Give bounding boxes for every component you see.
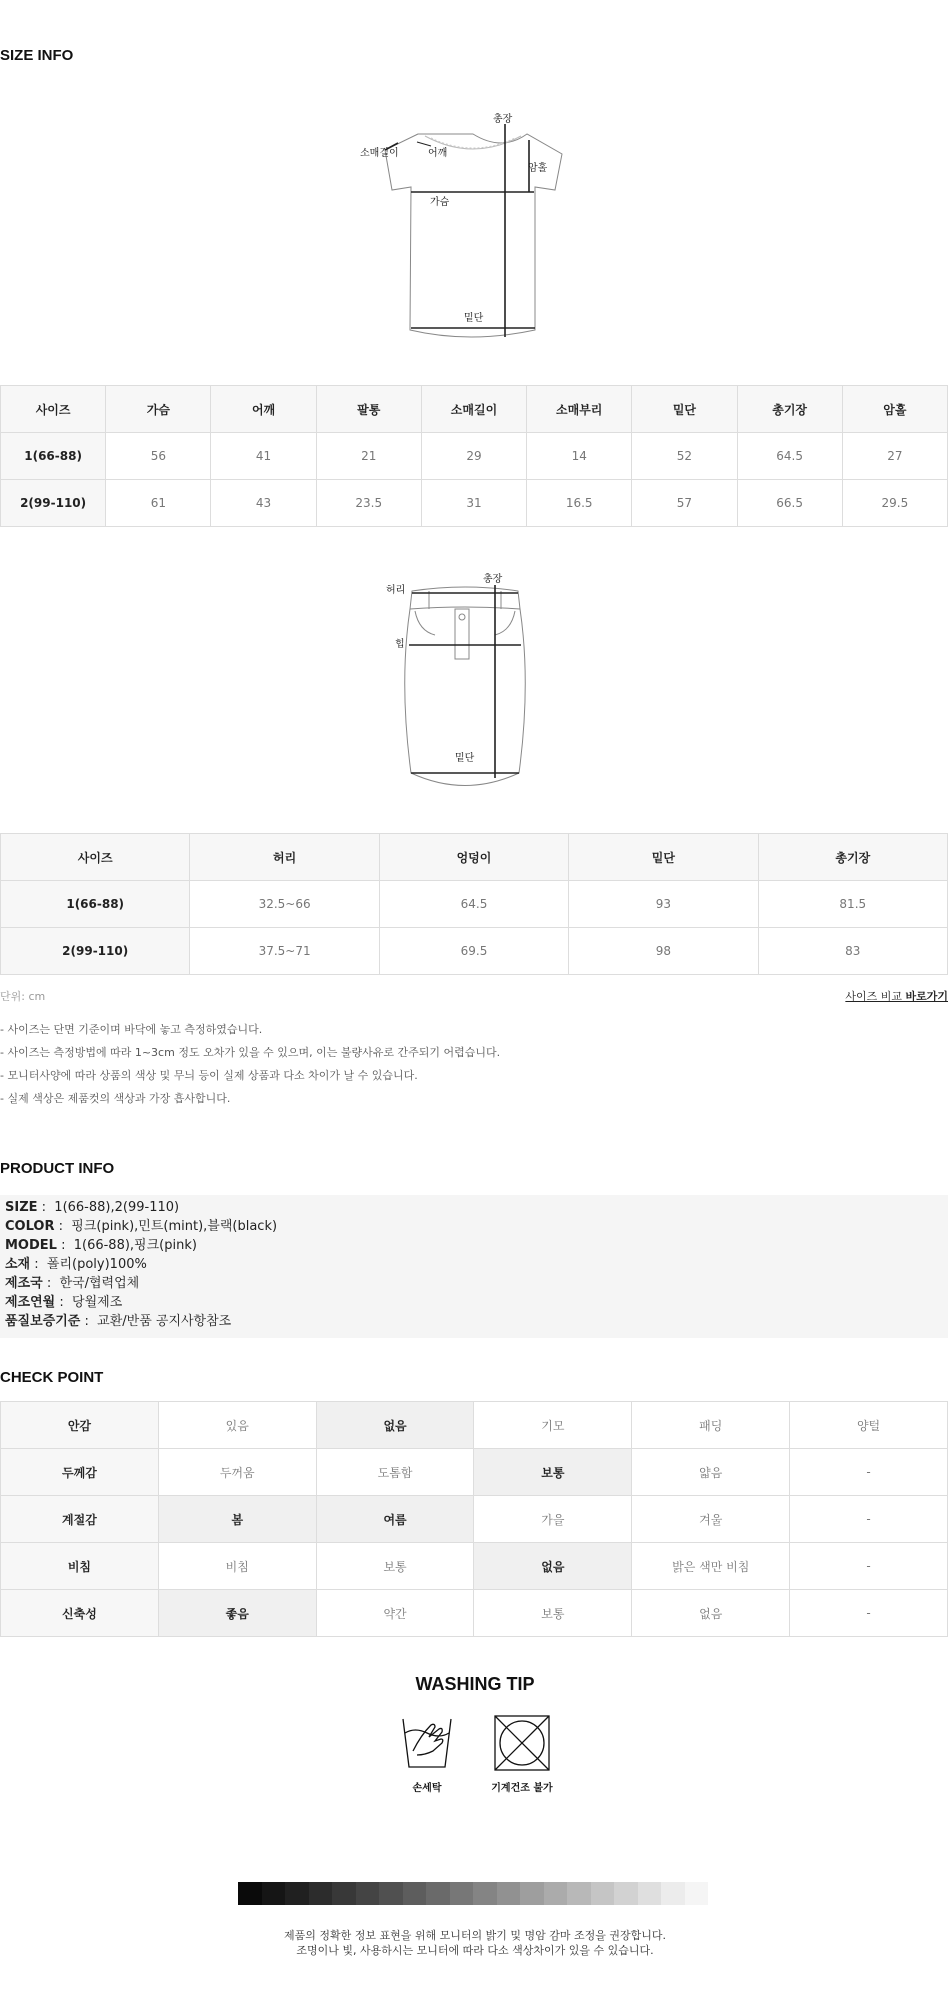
table-cell: 93 [569, 881, 758, 928]
table-row [1, 1543, 948, 1590]
table-cell: 69.5 [379, 928, 568, 975]
table-row [1, 1590, 948, 1637]
product-info-row: 제조연월 : 당월제조 [5, 1295, 123, 1310]
product-info-value: 교환/반품 공지사항참조 [97, 1314, 232, 1329]
size-label-cell: 1(66-88) [1, 433, 106, 480]
product-info-value: 폴리(poly)100% [46, 1257, 147, 1272]
label-shoulder: 어깨 [428, 148, 448, 159]
check-label-cell: 안감 [1, 1402, 159, 1449]
check-option-cell: 밝은 색만 비침 [632, 1543, 790, 1590]
gradient-swatch [356, 1882, 380, 1905]
wash-item-hand-wash [392, 1713, 462, 1794]
check-option-cell: 보통 [474, 1590, 632, 1637]
product-info-row: MODEL : 1(66-88),핑크(pink) [5, 1238, 197, 1253]
check-option-cell: 있음 [158, 1402, 316, 1449]
table-header-cell: 엉덩이 [379, 834, 568, 881]
check-point-title: CHECK POINT [0, 1369, 104, 1386]
product-info-value: 1(66-88),2(99-110) [54, 1200, 180, 1215]
table-header-cell: 사이즈 [1, 834, 190, 881]
table-cell: 83 [758, 928, 947, 975]
table-cell: 57 [632, 480, 737, 527]
check-option-cell: 도톰함 [316, 1449, 474, 1496]
gradient-swatch [614, 1882, 638, 1905]
table-cell: 14 [527, 433, 632, 480]
check-option-cell: 패딩 [632, 1402, 790, 1449]
product-info-row: 소재 : 폴리(poly)100% [5, 1257, 147, 1272]
table-cell: 37.5~71 [190, 928, 379, 975]
product-info-value: 한국/협력업체 [59, 1276, 140, 1291]
size-label-cell: 2(99-110) [1, 480, 106, 527]
check-option-cell: 좋음 [158, 1590, 316, 1637]
check-option-cell: 보통 [474, 1449, 632, 1496]
label-chest: 가슴 [430, 197, 450, 208]
check-option-cell: 여름 [316, 1496, 474, 1543]
table-cell: 31 [421, 480, 526, 527]
check-option-cell: 없음 [316, 1402, 474, 1449]
wash-item-no-tumble-dry [480, 1713, 564, 1794]
label-sleeve-length: 소매길이 [360, 148, 399, 159]
table-cell: 64.5 [737, 433, 842, 480]
gradient-swatch [544, 1882, 568, 1905]
gradient-swatch [567, 1882, 591, 1905]
size-compare-link[interactable] [845, 988, 948, 1004]
skirt-size-table [0, 833, 948, 975]
label-hip: 힙 [395, 639, 405, 650]
table-header-row [1, 834, 948, 881]
check-option-cell: 양털 [790, 1402, 948, 1449]
table-row [1, 881, 948, 928]
table-header-cell: 밑단 [569, 834, 758, 881]
note-item: - 사이즈는 단면 기준이며 바닥에 놓고 측정하였습니다. [0, 1023, 263, 1036]
size-label-cell: 2(99-110) [1, 928, 190, 975]
label-hem: 밑단 [455, 753, 475, 764]
table-row [1, 480, 948, 527]
no-tumble-dry-icon [492, 1713, 552, 1773]
unit-note: 단위: cm [0, 990, 46, 1003]
check-option-cell: - [790, 1496, 948, 1543]
label-total-length: 총장 [493, 114, 513, 125]
check-option-cell: 없음 [632, 1590, 790, 1637]
table-row [1, 433, 948, 480]
check-option-cell: - [790, 1449, 948, 1496]
table-cell: 52 [632, 433, 737, 480]
product-info-label: 품질보증기준 [5, 1314, 81, 1329]
note-item: - 모니터사양에 따라 상품의 색상 및 무늬 등이 실제 상품과 다소 차이가 날 수 있습니다. [0, 1069, 418, 1082]
table-header-cell: 팔통 [316, 386, 421, 433]
top-size-table [0, 385, 948, 527]
table-cell: 23.5 [316, 480, 421, 527]
product-info-title: PRODUCT INFO [0, 1160, 115, 1177]
gradient-swatch [238, 1882, 262, 1905]
label-waist: 허리 [386, 585, 406, 596]
note-item: - 실제 색상은 제품컷의 색상과 가장 흡사합니다. [0, 1092, 231, 1105]
product-info-label: 제조국 [5, 1276, 43, 1291]
gradient-swatch [685, 1882, 709, 1905]
check-option-cell: 약간 [316, 1590, 474, 1637]
top-garment-diagram [355, 112, 575, 352]
label-armhole: 암홀 [528, 163, 548, 174]
wash-label: 기계건조 불가 [491, 1783, 553, 1794]
note-item: - 사이즈는 측정방법에 따라 1~3cm 정도 오차가 있을 수 있으며, 이는 불량사유로 간주되기 어렵습니다. [0, 1046, 501, 1059]
product-info-row: 품질보증기준 : 교환/반품 공지사항참조 [5, 1314, 232, 1329]
check-option-cell: 기모 [474, 1402, 632, 1449]
check-label-cell: 비침 [1, 1543, 159, 1590]
check-option-cell: 겨울 [632, 1496, 790, 1543]
monitor-notice-line: 제품의 정확한 정보 표현을 위해 모니터의 밝기 및 명암 감마 조정을 권장합니다. [284, 1929, 666, 1942]
label-hem: 밑단 [464, 313, 484, 324]
gradient-swatch [661, 1882, 685, 1905]
size-label-cell: 1(66-88) [1, 881, 190, 928]
table-row [1, 1449, 948, 1496]
table-cell: 98 [569, 928, 758, 975]
table-cell: 16.5 [527, 480, 632, 527]
table-row [1, 1402, 948, 1449]
table-cell: 29 [421, 433, 526, 480]
check-label-cell: 계절감 [1, 1496, 159, 1543]
table-header-cell: 가슴 [106, 386, 211, 433]
gradient-swatch [332, 1882, 356, 1905]
label-total-length: 총장 [483, 574, 503, 585]
table-cell: 32.5~66 [190, 881, 379, 928]
check-option-cell: - [790, 1590, 948, 1637]
check-point-table [0, 1401, 948, 1637]
product-info-value: 핑크(pink),민트(mint),블랙(black) [71, 1219, 278, 1234]
hand-wash-icon [399, 1713, 455, 1773]
check-option-cell: 가을 [474, 1496, 632, 1543]
gradient-swatch [497, 1882, 521, 1905]
monitor-notice [0, 1928, 950, 1958]
check-option-cell: 얇음 [632, 1449, 790, 1496]
gradient-swatch [591, 1882, 615, 1905]
compare-link-bold: 바로가기 [905, 990, 948, 1003]
table-cell: 56 [106, 433, 211, 480]
gradient-swatch [285, 1882, 309, 1905]
product-info-label: 제조연월 [5, 1295, 56, 1310]
table-cell: 21 [316, 433, 421, 480]
table-header-cell: 소매길이 [421, 386, 526, 433]
table-header-cell: 밑단 [632, 386, 737, 433]
product-info-row: SIZE : 1(66-88),2(99-110) [5, 1200, 180, 1215]
size-info-title: SIZE INFO [0, 47, 74, 64]
check-option-cell: 봄 [158, 1496, 316, 1543]
table-header-cell: 암홀 [842, 386, 947, 433]
product-info-value: 당월제조 [72, 1295, 123, 1310]
table-cell: 29.5 [842, 480, 947, 527]
product-info-label: MODEL [5, 1238, 57, 1253]
skirt-diagram [385, 573, 545, 793]
monitor-notice-line: 조명이나 빛, 사용하시는 모니터에 따라 다소 색상차이가 있을 수 있습니다. [296, 1944, 654, 1957]
product-info-row: COLOR : 핑크(pink),민트(mint),블랙(black) [5, 1219, 278, 1234]
gradient-swatch [450, 1882, 474, 1905]
product-info-box [0, 1195, 948, 1338]
check-option-cell: 보통 [316, 1543, 474, 1590]
gradient-swatch [520, 1882, 544, 1905]
gradient-swatch [473, 1882, 497, 1905]
table-header-cell: 허리 [190, 834, 379, 881]
table-header-cell: 어깨 [211, 386, 316, 433]
gradient-swatch [426, 1882, 450, 1905]
table-cell: 64.5 [379, 881, 568, 928]
product-info-row: 제조국 : 한국/협력업체 [5, 1276, 140, 1291]
gradient-swatch [638, 1882, 662, 1905]
washing-tip-title: WASHING TIP [415, 1674, 535, 1694]
table-row [1, 1496, 948, 1543]
table-header-cell: 소매부리 [527, 386, 632, 433]
check-option-cell: 없음 [474, 1543, 632, 1590]
product-info-label: SIZE [5, 1200, 38, 1215]
check-option-cell: 비침 [158, 1543, 316, 1590]
gradient-swatch [403, 1882, 427, 1905]
check-label-cell: 두께감 [1, 1449, 159, 1496]
table-cell: 66.5 [737, 480, 842, 527]
table-cell: 43 [211, 480, 316, 527]
check-label-cell: 신축성 [1, 1590, 159, 1637]
size-notes [0, 1018, 500, 1110]
table-cell: 27 [842, 433, 947, 480]
compare-link-prefix: 사이즈 비교 [845, 990, 906, 1003]
gradient-swatch [309, 1882, 333, 1905]
product-info-label: 소재 [5, 1257, 31, 1272]
table-row [1, 928, 948, 975]
table-cell: 81.5 [758, 881, 947, 928]
table-header-cell: 총기장 [758, 834, 947, 881]
table-cell: 61 [106, 480, 211, 527]
check-option-cell: - [790, 1543, 948, 1590]
product-info-label: COLOR [5, 1219, 55, 1234]
table-header-cell: 사이즈 [1, 386, 106, 433]
gradient-swatch [262, 1882, 286, 1905]
gradient-swatch [379, 1882, 403, 1905]
check-option-cell: 두꺼움 [158, 1449, 316, 1496]
wash-label: 손세탁 [412, 1783, 442, 1794]
table-header-row [1, 386, 948, 433]
table-header-cell: 총기장 [737, 386, 842, 433]
monitor-gradient-bar [238, 1882, 708, 1905]
product-info-value: 1(66-88),핑크(pink) [73, 1238, 197, 1253]
table-cell: 41 [211, 433, 316, 480]
